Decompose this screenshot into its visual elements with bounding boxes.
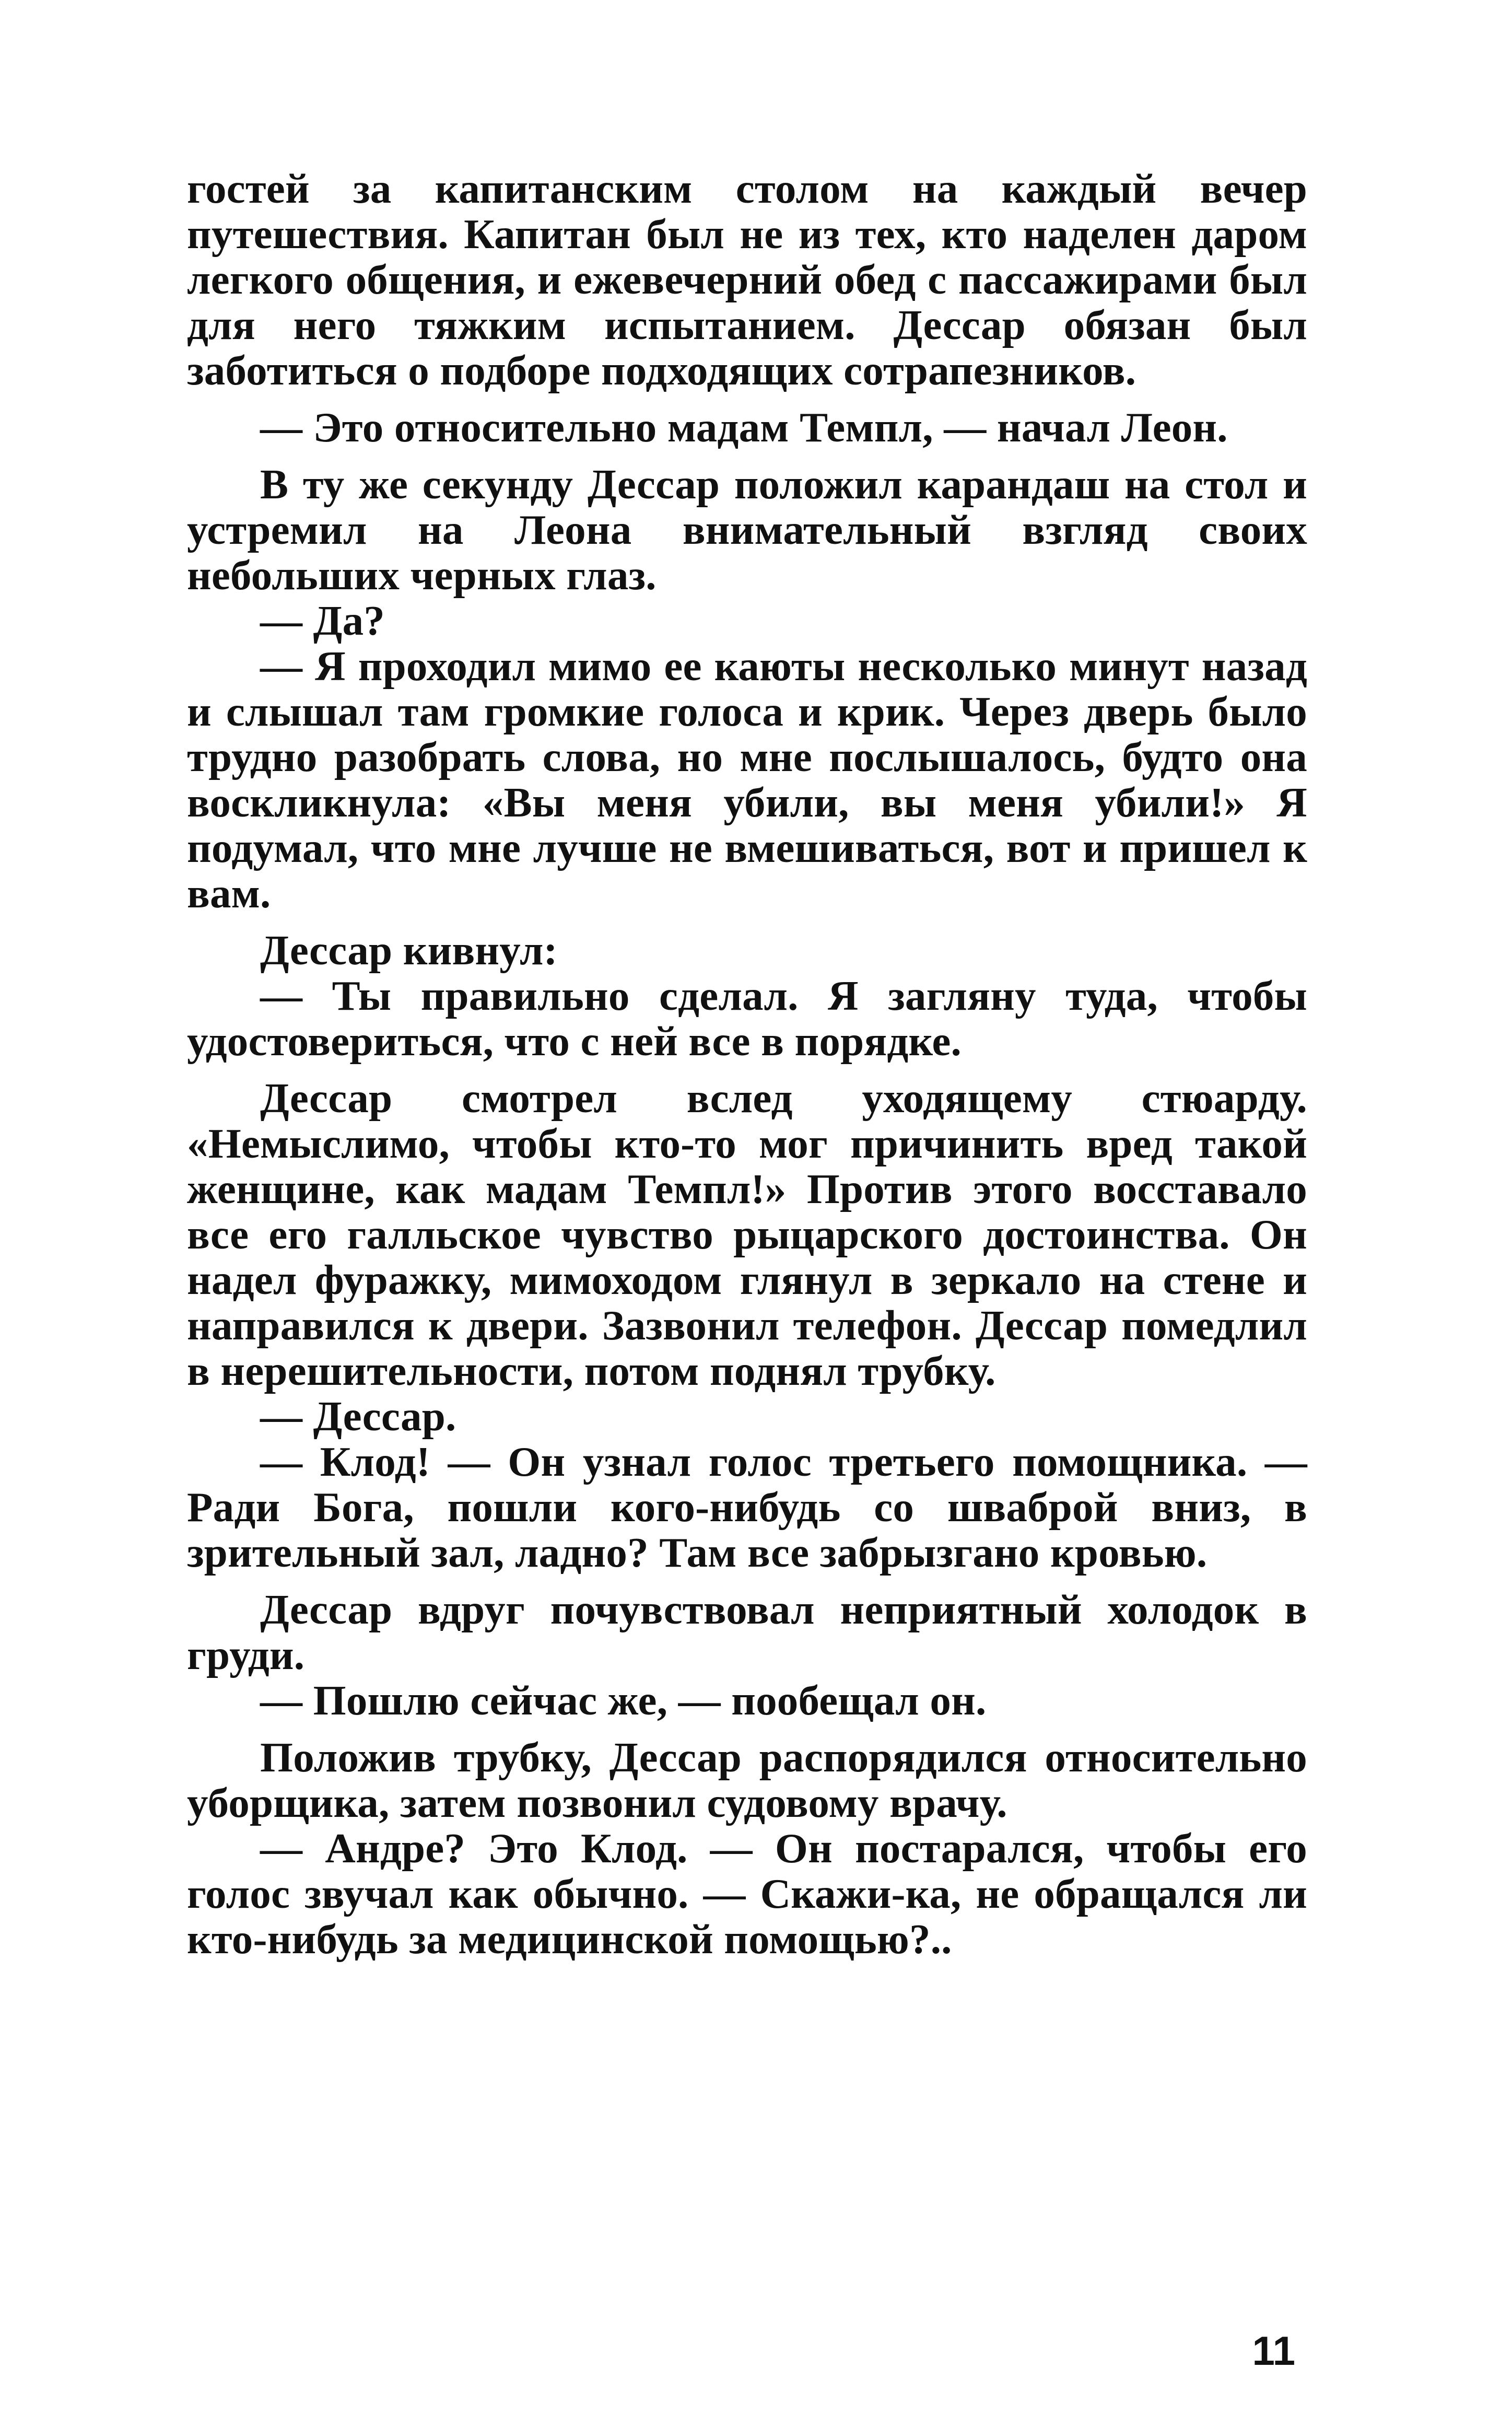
body-text xyxy=(187,166,1307,1962)
paragraph: — Пошлю сейчас же, — пообещал он. xyxy=(260,1677,987,1724)
paragraph: Положив трубку, Дессар распорядился относительно уборщика, затем позвонил судовому врачу. xyxy=(187,1734,1307,1826)
paragraph: Дессар вдруг почувствовал неприятный холодок в груди. xyxy=(187,1586,1307,1678)
paragraph: — Я проходил мимо ее каюты несколько минут назад и слышал там громкие голоса и крик. Через дверь было трудно разобрать слова, но мне послышалось, будто она воскликнула: «Вы меня убили, вы меня убили!» Я подумал, что мне лучше не вмешиваться, вот и пришел к вам. xyxy=(187,643,1307,917)
paragraph: — Андре? Это Клод. — Он постарался, чтобы его голос звучал как обычно. — Скажи-ка, не обращался ли кто-нибудь за медицинской помощью?.. xyxy=(187,1825,1307,1963)
paragraph: Дессар кивнул: xyxy=(260,927,558,974)
paragraph: — Клод! — Он узнал голос третьего помощника. — Ради Бога, пошли кого-нибудь со шваброй вниз, в зрительный зал, ладно? Там все забрызгано кровью. xyxy=(187,1438,1307,1576)
page-number: 11 xyxy=(1252,2328,1295,2374)
paragraph: В ту же секунду Дессар положил карандаш на стол и устремил на Леона внимательный взгляд своих небольших черных глаз. xyxy=(187,461,1307,599)
paragraph: — Да? xyxy=(260,597,385,644)
paragraph: — Дессар. xyxy=(260,1393,456,1440)
paragraph: — Это относительно мадам Темпл, — начал Леон. xyxy=(260,404,1228,451)
paragraph: Дессар смотрел вслед уходящему стюарду. «Немыслимо, чтобы кто-то мог причинить вред такой женщине, как мадам Темпл!» Против этого восставало все его галльское чувство рыцарского достоинства. Он надел фуражку, мимоходом глянул в зеркало на стене и направился к двери. Зазвонил телефон. Дессар помедлил в нерешительности, потом поднял трубку. xyxy=(187,1075,1307,1394)
paragraph: гостей за капитанским столом на каждый вечер путешествия. Капитан был не из тех, кто наделен даром легкого общения, и ежевечерний обед с пассажирами был для него тяжким испытанием. Дессар обязан был заботиться о подборе подходящих сотрапезников. xyxy=(187,165,1307,394)
paragraph: — Ты правильно сделал. Я загляну туда, чтобы удостовериться, что с ней все в порядке. xyxy=(187,972,1307,1065)
